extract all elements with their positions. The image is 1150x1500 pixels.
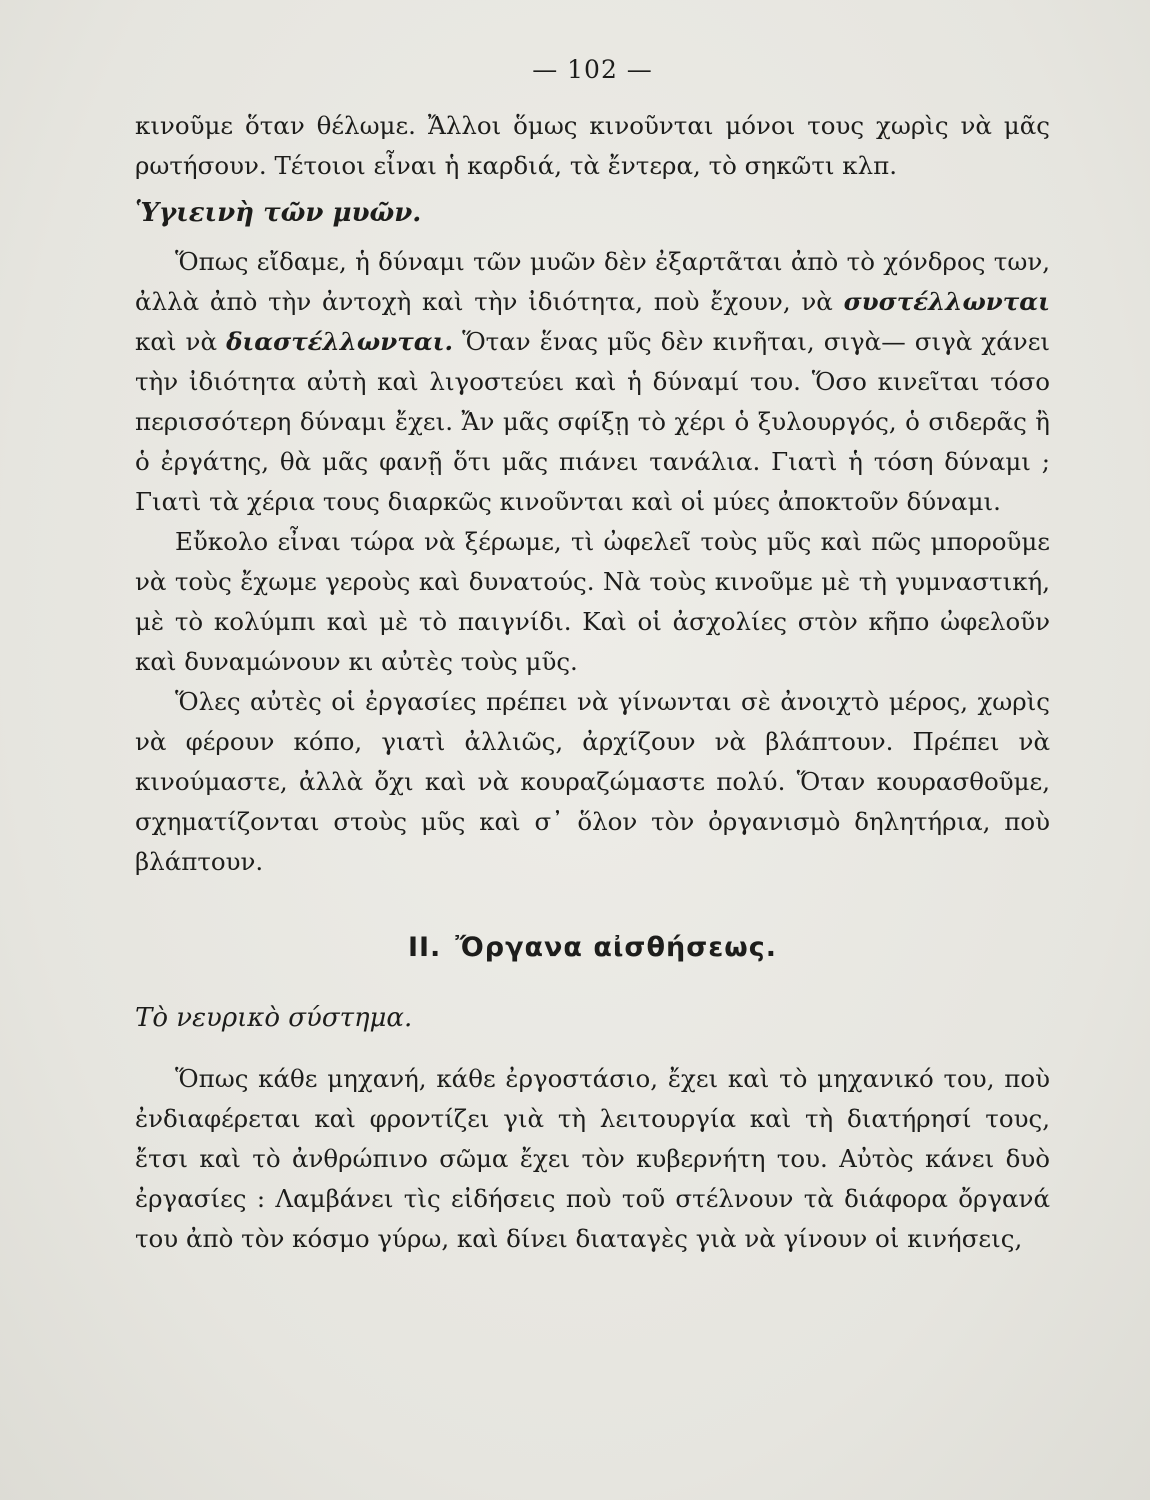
emphasis-relax: διαστέλλωνται. — [226, 327, 453, 356]
page-number: — 102 — — [532, 55, 653, 84]
paragraph-nervous-system: Ὅπως κάθε μηχανή, κάθε ἐργοστάσιο, ἔχει καὶ τὸ μηχανικό του, ποὺ ἐνδιαφέρεται καὶ φροντίζει γιὰ τὴ λειτουργία καὶ τὴ διατήρησί τους, ἔτσι καὶ τὸ ἀνθρώπινο σῶμα ἔχει τὸν κυβερνήτη του. Αὐτὸς κάνει δυὸ ἐργασίες : Λαμβάνει τὶς εἰδήσεις ποὺ τοῦ στέλνουν τὰ διάφορα ὄργανά του ἀπὸ τὸν κόσμο γύρω, καὶ δίνει διαταγὲς γιὰ νὰ γίνουν οἱ κινήσεις, — [135, 1064, 1050, 1253]
section-number: II. — [407, 932, 442, 963]
paragraph-text: Ὅταν ἕνας μῦς δὲν κινῆται, σιγὰ— σιγὰ χάνει τὴν ἰδιότητα αὐτὴ καὶ λιγοστεύει καὶ ἡ δύναμί του. Ὅσο κινεῖται τόσο περισσότερη δύναμι ἔχει. Ἄν μᾶς σφίξῃ τὸ χέρι ὁ ξυλουργός, ὁ σιδερᾶς ἢ ὁ ἐργάτης, θὰ μᾶς φανῇ ὅτι μᾶς πιάνει τανάλια. Γιατὶ ἡ τόση δύναμι ; Γιατὶ τὰ χέρια τους διαρκῶς κινοῦνται καὶ οἱ μύες ἀποκτοῦν δύναμι. — [135, 327, 1050, 516]
emphasis-contract: συστέλλωνται — [843, 287, 1050, 316]
subheading-nervous-system: Τὸ νευρικὸ σύστημα. — [135, 1003, 413, 1033]
subheading-muscle-hygiene: Ὑγιεινὴ τῶν μυῶν. — [135, 198, 422, 228]
section-heading — [135, 932, 1050, 963]
paragraph-muscle-strength — [135, 242, 1050, 522]
section-title: Ὄργανα αἰσθήσεως. — [455, 932, 778, 963]
paragraph-exercise: Εὔκολο εἶναι τώρα νὰ ξέρωμε, τὶ ὠφελεῖ τοὺς μῦς καὶ πῶς μποροῦμε νὰ τοὺς ἔχωμε γεροὺς καὶ δυνατούς. Νὰ τοὺς κινοῦμε μὲ τὴ γυμναστική, μὲ τὸ κολύμπι καὶ μὲ τὸ παιγνίδι. Καὶ οἱ ἀσχολίες στὸν κῆπο ὠφελοῦν καὶ δυναμώνουν κι αὐτὲς τοὺς μῦς. — [135, 527, 1050, 676]
paragraph-muscle-voluntary: κινοῦμε ὅταν θέλωμε. Ἄλλοι ὅμως κινοῦνται μόνοι τους χωρὶς νὰ μᾶς ρωτήσουν. Τέτοιοι εἶναι ἡ καρδιά, τὰ ἔντερα, τὸ σηκῶτι κλπ. — [135, 111, 1050, 180]
paragraph-text: καὶ νὰ — [135, 327, 227, 356]
paragraph-text: Ὅπως εἴδαμε, ἡ δύναμι τῶν μυῶν δὲν ἐξαρτᾶται ἀπὸ τὸ χόνδρος των, ἀλλὰ ἀπὸ τὴν ἀντοχὴ καὶ τὴν ἰδιότητα, ποὺ ἔχουν, νὰ — [135, 247, 1050, 316]
paragraph-fatigue: Ὅλες αὐτὲς οἱ ἐργασίες πρέπει νὰ γίνωνται σὲ ἀνοιχτὸ μέρος, χωρὶς νὰ φέρουν κόπο, γιατὶ ἀλλιῶς, ἀρχίζουν νὰ βλάπτουν. Πρέπει νὰ κινούμαστε, ἀλλὰ ὄχι καὶ νὰ κουραζώμαστε πολύ. Ὅταν κουρασθοῦμε, σχηματίζονται στοὺς μῦς καὶ σ᾽ ὅλον τὸν ὀργανισμὸ δηλητήρια, ποὺ βλάπτουν. — [135, 687, 1050, 876]
